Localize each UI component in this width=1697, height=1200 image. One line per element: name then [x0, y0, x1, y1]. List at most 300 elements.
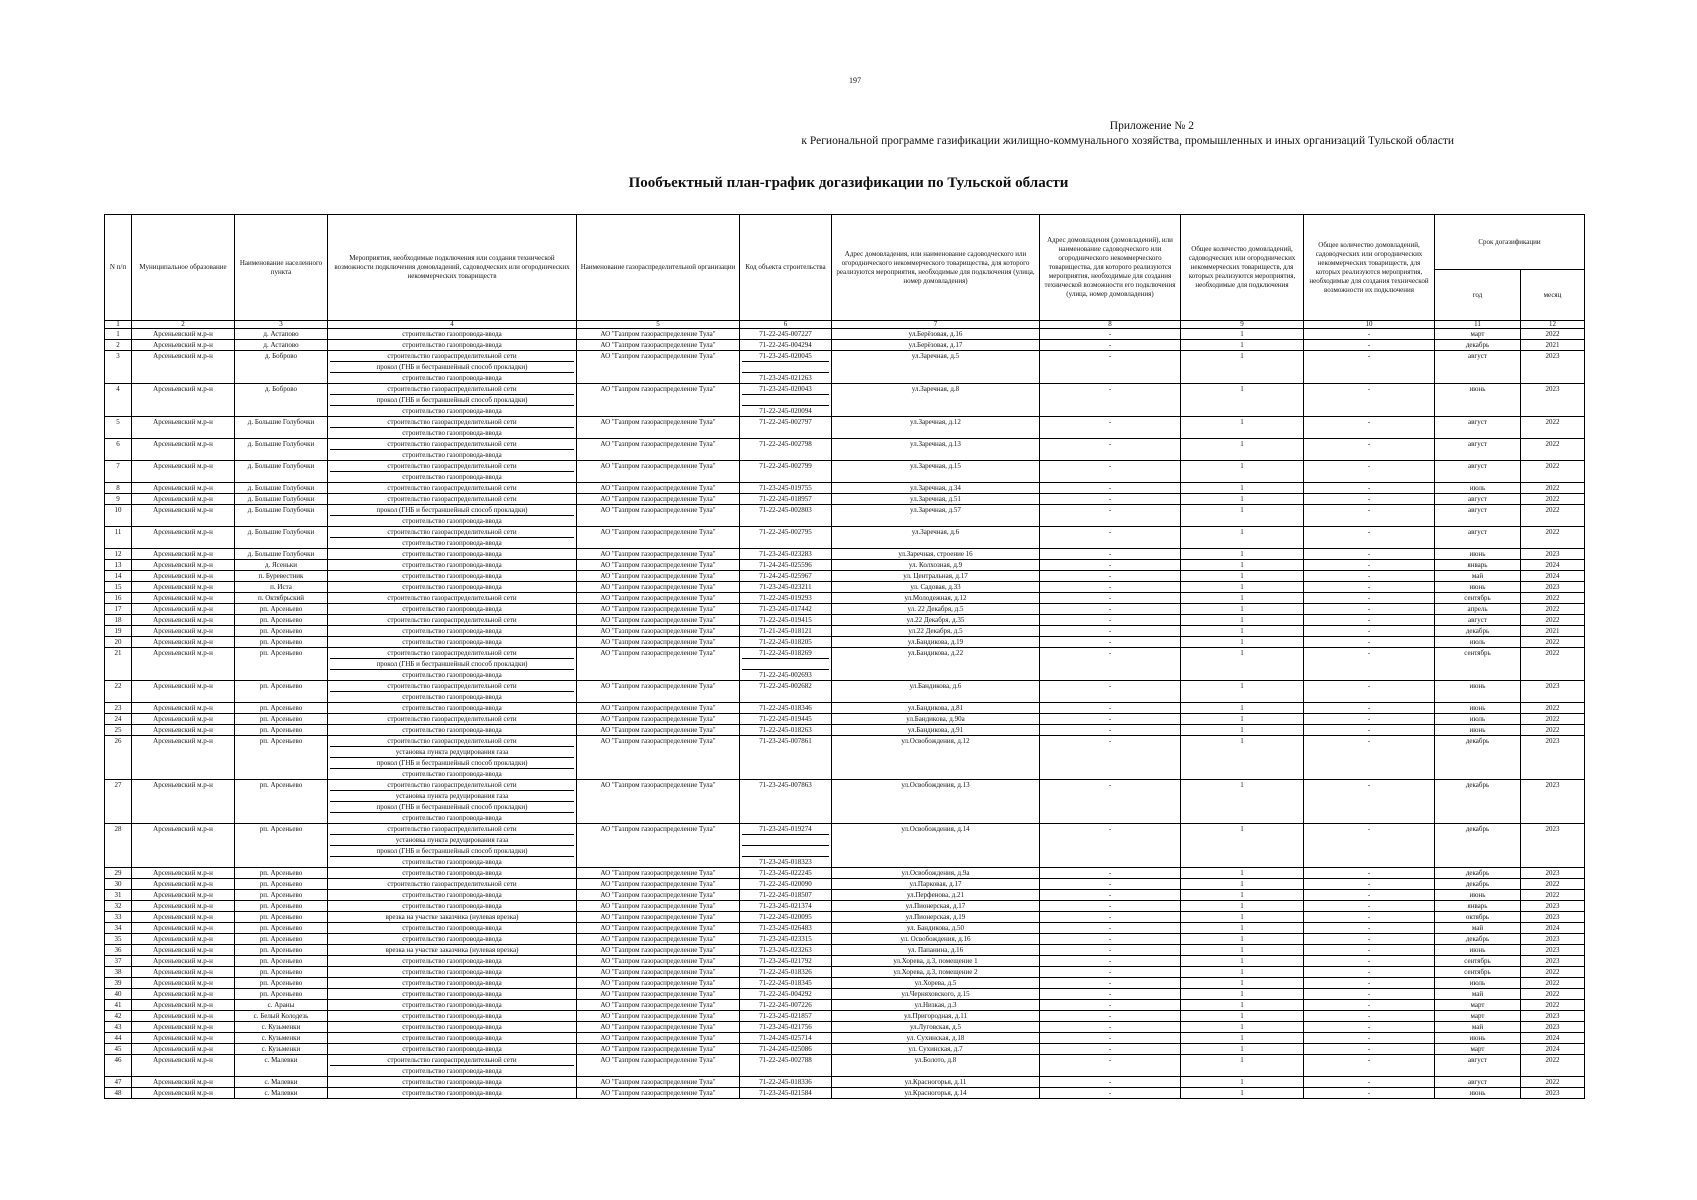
- table-row: [105, 703, 1585, 714]
- table-row: [105, 890, 1585, 901]
- row-measure-cell: [328, 571, 577, 582]
- row-year: 2023: [1521, 945, 1585, 956]
- row-address-capability: -: [1040, 582, 1181, 593]
- row-settlement: рп. Арсеньево: [235, 956, 328, 967]
- column-number: 5: [577, 321, 740, 329]
- row-year: 2022: [1521, 615, 1585, 626]
- row-object-code: 71-22-245-018205: [759, 638, 812, 646]
- row-count-connection: 1: [1181, 494, 1304, 505]
- row-measure-cell: [328, 582, 577, 593]
- appendix-note: [801, 119, 1454, 149]
- row-gas-org: АО "Газпром газораспределение Тула": [577, 1033, 740, 1044]
- row-count-capability: -: [1304, 626, 1435, 637]
- row-settlement: рп. Арсеньево: [235, 780, 328, 824]
- row-month: июнь: [1435, 384, 1521, 417]
- row-number: 6: [105, 439, 132, 461]
- row-count-capability: -: [1304, 505, 1435, 527]
- column-number: 7: [832, 321, 1040, 329]
- row-count-capability: -: [1304, 681, 1435, 703]
- row-municipality: Арсеньевский м.р-н: [132, 560, 235, 571]
- row-object-code: 71-23-245-021263: [742, 372, 829, 383]
- table-row: [105, 1000, 1585, 1011]
- row-municipality: Арсеньевский м.р-н: [132, 527, 235, 549]
- row-municipality: Арсеньевский м.р-н: [132, 725, 235, 736]
- row-count-connection: 1: [1181, 912, 1304, 923]
- row-measure-cell: [328, 626, 577, 637]
- row-count-connection: 1: [1181, 956, 1304, 967]
- row-count-connection: 1: [1181, 824, 1304, 868]
- row-month: август: [1435, 615, 1521, 626]
- row-address: ул.Заречная, д.6: [832, 527, 1040, 549]
- row-number: 21: [105, 648, 132, 681]
- row-gas-org: АО "Газпром газораспределение Тула": [577, 1011, 740, 1022]
- row-count-connection: 1: [1181, 571, 1304, 582]
- row-address-capability: -: [1040, 626, 1181, 637]
- row-object-code-cell: [740, 604, 832, 615]
- row-count-connection: 1: [1181, 1011, 1304, 1022]
- row-address: ул.Заречная, строение 16: [832, 549, 1040, 560]
- row-object-code-cell: [740, 1011, 832, 1022]
- row-measure-cell: [328, 956, 577, 967]
- row-municipality: Арсеньевский м.р-н: [132, 868, 235, 879]
- row-address-capability: -: [1040, 329, 1181, 340]
- row-measure-cell: [328, 1044, 577, 1055]
- row-year: 2023: [1521, 736, 1585, 780]
- row-address-capability: -: [1040, 934, 1181, 945]
- row-count-connection: 1: [1181, 1000, 1304, 1011]
- row-object-code: 71-22-245-002803: [759, 506, 812, 514]
- row-settlement: рп. Арсеньево: [235, 945, 328, 956]
- row-measure: строительство газопровода-ввода: [330, 405, 574, 416]
- row-object-code: 71-22-245-018326: [759, 968, 812, 976]
- row-settlement: д. Большие Голубочки: [235, 505, 328, 527]
- row-municipality: Арсеньевский м.р-н: [132, 967, 235, 978]
- row-count-capability: -: [1304, 879, 1435, 890]
- row-count-capability: -: [1304, 648, 1435, 681]
- row-address-capability: -: [1040, 571, 1181, 582]
- row-address: ул.Заречная, д.15: [832, 461, 1040, 483]
- row-count-capability: -: [1304, 615, 1435, 626]
- row-municipality: Арсеньевский м.р-н: [132, 1088, 235, 1099]
- row-month: июль: [1435, 483, 1521, 494]
- row-number: 45: [105, 1044, 132, 1055]
- row-address-capability: -: [1040, 1088, 1181, 1099]
- row-year: 2024: [1521, 571, 1585, 582]
- row-count-capability: -: [1304, 560, 1435, 571]
- table-row: [105, 549, 1585, 560]
- row-address-capability: -: [1040, 461, 1181, 483]
- row-measure: установка пункта редуцирования газа: [330, 790, 574, 801]
- row-measure: врезка на участке заказчика (нулевая врезка): [385, 913, 519, 921]
- row-address-capability: -: [1040, 417, 1181, 439]
- row-address-capability: -: [1040, 681, 1181, 703]
- row-gas-org: АО "Газпром газораспределение Тула": [577, 923, 740, 934]
- row-object-code-cell: [740, 549, 832, 560]
- row-year: 2023: [1521, 681, 1585, 703]
- row-number: 23: [105, 703, 132, 714]
- row-object-code-cell: [740, 483, 832, 494]
- header-deadline: Срок догазификации: [1435, 215, 1585, 270]
- row-measure: строительство газопровода-ввода: [330, 669, 574, 680]
- row-object-code-cell: [740, 978, 832, 989]
- row-municipality: Арсеньевский м.р-н: [132, 648, 235, 681]
- row-number: 18: [105, 615, 132, 626]
- row-month: декабрь: [1435, 934, 1521, 945]
- table-row: [105, 351, 1585, 384]
- row-municipality: Арсеньевский м.р-н: [132, 1055, 235, 1077]
- row-measure-cell: [328, 637, 577, 648]
- column-number: 4: [328, 321, 577, 329]
- row-municipality: Арсеньевский м.р-н: [132, 1033, 235, 1044]
- row-count-capability: -: [1304, 1044, 1435, 1055]
- row-measure-cell: [328, 780, 577, 824]
- row-object-code: 71-22-245-018957: [759, 495, 812, 503]
- row-address: ул.Пионерская, д.19: [832, 912, 1040, 923]
- header-month: месяц: [1521, 270, 1585, 321]
- row-address: ул.Бандикова, д.6: [832, 681, 1040, 703]
- row-address: ул. Колхозная, д.9: [832, 560, 1040, 571]
- row-address: ул. Сухинская, д.7: [832, 1044, 1040, 1055]
- row-gas-org: АО "Газпром газораспределение Тула": [577, 780, 740, 824]
- row-measure: строительство газопровода-ввода: [402, 1078, 502, 1086]
- row-month: июнь: [1435, 1088, 1521, 1099]
- row-object-code-cell: [740, 626, 832, 637]
- row-address: ул.Заречная, д.8: [832, 384, 1040, 417]
- row-measure-cell: [328, 868, 577, 879]
- row-municipality: Арсеньевский м.р-н: [132, 923, 235, 934]
- row-gas-org: АО "Газпром газораспределение Тула": [577, 703, 740, 714]
- row-object-code: 71-22-245-002693: [742, 669, 829, 680]
- row-gas-org: АО "Газпром газораспределение Тула": [577, 824, 740, 868]
- row-object-code: 71-23-245-021584: [759, 1089, 812, 1097]
- row-measure: строительство газопровода-ввода: [402, 990, 502, 998]
- column-number: 9: [1181, 321, 1304, 329]
- row-number: 28: [105, 824, 132, 868]
- row-count-capability: -: [1304, 527, 1435, 549]
- row-count-connection: 1: [1181, 615, 1304, 626]
- row-object-code-cell: [740, 956, 832, 967]
- row-gas-org: АО "Газпром газораспределение Тула": [577, 340, 740, 351]
- row-month: июнь: [1435, 725, 1521, 736]
- row-gas-org: АО "Газпром газораспределение Тула": [577, 549, 740, 560]
- column-numbers-row: [105, 321, 1585, 329]
- row-address-capability: -: [1040, 923, 1181, 934]
- row-object-code: 71-24-245-025714: [759, 1034, 812, 1042]
- row-municipality: Арсеньевский м.р-н: [132, 626, 235, 637]
- row-count-connection: 1: [1181, 780, 1304, 824]
- row-address: ул.Парковая, д.17: [832, 879, 1040, 890]
- row-settlement: рп. Арсеньево: [235, 637, 328, 648]
- row-object-code-cell: [740, 1000, 832, 1011]
- row-count-connection: 1: [1181, 1022, 1304, 1033]
- row-gas-org: АО "Газпром газораспределение Тула": [577, 461, 740, 483]
- row-count-capability: -: [1304, 1022, 1435, 1033]
- row-object-code-cell: [740, 868, 832, 879]
- row-month: август: [1435, 417, 1521, 439]
- row-municipality: Арсеньевский м.р-н: [132, 494, 235, 505]
- row-number: 24: [105, 714, 132, 725]
- row-count-connection: 1: [1181, 890, 1304, 901]
- table-row: [105, 901, 1585, 912]
- row-object-code: 71-22-245-019293: [759, 594, 812, 602]
- row-gas-org: АО "Газпром газораспределение Тула": [577, 736, 740, 780]
- row-measure: строительство газопровода-ввода: [330, 427, 574, 438]
- row-object-code-cell: [740, 351, 832, 384]
- row-measure: строительство газораспределительной сети: [387, 484, 517, 492]
- row-address-capability: -: [1040, 879, 1181, 890]
- row-object-code-cell: [740, 571, 832, 582]
- row-year: 2023: [1521, 780, 1585, 824]
- row-gas-org: АО "Газпром газораспределение Тула": [577, 615, 740, 626]
- row-municipality: Арсеньевский м.р-н: [132, 549, 235, 560]
- row-settlement: рп. Арсеньево: [235, 934, 328, 945]
- row-month: декабрь: [1435, 780, 1521, 824]
- row-address: ул.Заречная, д.57: [832, 505, 1040, 527]
- row-settlement: с. Кузьменки: [235, 1022, 328, 1033]
- row-measure: строительство газопровода-ввода: [402, 924, 502, 932]
- row-count-connection: 1: [1181, 340, 1304, 351]
- row-address: ул. 22 Декабря, д.5: [832, 604, 1040, 615]
- appendix-reference: к Региональной программе газификации жилищно-коммунального хозяйства, промышленных и иных организаций Тульской области: [801, 135, 1454, 147]
- row-measure: строительство газораспределительной сети: [387, 594, 517, 602]
- row-month: июнь: [1435, 681, 1521, 703]
- row-object-code: 71-23-245-021792: [759, 957, 812, 965]
- row-month: июнь: [1435, 945, 1521, 956]
- row-year: 2023: [1521, 868, 1585, 879]
- header-municipality: Муниципальное образование: [132, 215, 235, 321]
- row-object-code-cell: [740, 824, 832, 868]
- row-object-code: 71-22-245-018345: [759, 979, 812, 987]
- row-settlement: д. Большие Голубочки: [235, 494, 328, 505]
- row-measure: строительство газопровода-ввода: [330, 856, 574, 867]
- row-address: ул.Берёзовая, д.16: [832, 329, 1040, 340]
- row-measure: строительство газораспределительной сети: [387, 715, 517, 723]
- row-object-code-cell: [740, 527, 832, 549]
- row-object-code: 71-23-245-021756: [759, 1023, 812, 1031]
- row-municipality: Арсеньевский м.р-н: [132, 439, 235, 461]
- row-measure-cell: [328, 1033, 577, 1044]
- row-settlement: рп. Арсеньево: [235, 714, 328, 725]
- row-gas-org: АО "Газпром газораспределение Тула": [577, 1044, 740, 1055]
- row-settlement: д. Большие Голубочки: [235, 483, 328, 494]
- row-count-connection: 1: [1181, 967, 1304, 978]
- row-count-capability: -: [1304, 703, 1435, 714]
- row-measure: строительство газопровода-ввода: [402, 572, 502, 580]
- header-number: N п/п: [105, 215, 132, 321]
- row-address-capability: -: [1040, 527, 1181, 549]
- row-month: сентябрь: [1435, 593, 1521, 604]
- row-count-capability: -: [1304, 956, 1435, 967]
- row-settlement: рп. Арсеньево: [235, 923, 328, 934]
- row-measure-cell: [328, 681, 577, 703]
- row-measure: строительство газопровода-ввода: [330, 768, 574, 779]
- row-number: 20: [105, 637, 132, 648]
- row-object-code-cell: [740, 780, 832, 824]
- row-measure-cell: [328, 945, 577, 956]
- row-object-code: 71-23-245-023263: [759, 946, 812, 954]
- row-measure: строительство газопровода-ввода: [330, 471, 574, 482]
- header-address-connection: Адрес домовладения, или наименование садоводческого или огороднического некоммерческого товарищества, для которого реализуются мероприятия, необходимые для подключения (улица, номер домовладения): [832, 215, 1040, 321]
- header-measures: Мероприятия, необходимые подключения или создания технической возможности подключения домовладений, садоводческих или огороднических некоммерческих товариществ: [328, 215, 577, 321]
- header-gas-org: Наименование газораспределительной организации: [577, 215, 740, 321]
- row-count-connection: 1: [1181, 461, 1304, 483]
- row-measure-cell: [328, 989, 577, 1000]
- row-count-capability: -: [1304, 780, 1435, 824]
- table-row: [105, 780, 1585, 824]
- row-address-capability: -: [1040, 637, 1181, 648]
- table-row: [105, 824, 1585, 868]
- table-row: [105, 582, 1585, 593]
- row-month: июнь: [1435, 1033, 1521, 1044]
- row-gas-org: АО "Газпром газораспределение Тула": [577, 934, 740, 945]
- row-gas-org: АО "Газпром газораспределение Тула": [577, 648, 740, 681]
- row-count-connection: 1: [1181, 417, 1304, 439]
- row-measure-cell: [328, 417, 577, 439]
- column-number: 8: [1040, 321, 1181, 329]
- table-row: [105, 571, 1585, 582]
- row-number: 14: [105, 571, 132, 582]
- row-number: 47: [105, 1077, 132, 1088]
- row-month: апрель: [1435, 604, 1521, 615]
- row-municipality: Арсеньевский м.р-н: [132, 890, 235, 901]
- row-count-connection: 1: [1181, 527, 1304, 549]
- row-object-code-cell: [740, 703, 832, 714]
- row-municipality: Арсеньевский м.р-н: [132, 978, 235, 989]
- row-count-capability: -: [1304, 571, 1435, 582]
- row-measure: строительство газораспределительной сети: [387, 352, 517, 360]
- row-measure-cell: [328, 527, 577, 549]
- table-row: [105, 637, 1585, 648]
- row-measure: строительство газораспределительной сети: [387, 495, 517, 503]
- row-count-capability: -: [1304, 1033, 1435, 1044]
- row-gas-org: АО "Газпром газораспределение Тула": [577, 967, 740, 978]
- row-measure: строительство газопровода-ввода: [330, 812, 574, 823]
- row-settlement: с. Малевки: [235, 1088, 328, 1099]
- row-measure-cell: [328, 1077, 577, 1088]
- row-count-connection: 1: [1181, 582, 1304, 593]
- row-settlement: с. Белый Колодезь: [235, 1011, 328, 1022]
- table-row: [105, 439, 1585, 461]
- row-gas-org: АО "Газпром газораспределение Тула": [577, 494, 740, 505]
- row-measure: строительство газопровода-ввода: [402, 330, 502, 338]
- row-address: ул.Заречная, д.12: [832, 417, 1040, 439]
- row-gas-org: АО "Газпром газораспределение Тула": [577, 901, 740, 912]
- row-number: 25: [105, 725, 132, 736]
- row-address: ул.Заречная, д.13: [832, 439, 1040, 461]
- row-address-capability: -: [1040, 956, 1181, 967]
- row-object-code-cell: [740, 615, 832, 626]
- row-object-code-cell: [740, 912, 832, 923]
- row-municipality: Арсеньевский м.р-н: [132, 593, 235, 604]
- row-number: 29: [105, 868, 132, 879]
- row-measure: прокол (ГНБ и бестраншейный способ прокладки): [330, 845, 574, 856]
- row-number: 12: [105, 549, 132, 560]
- row-municipality: Арсеньевский м.р-н: [132, 351, 235, 384]
- row-measure: строительство газопровода-ввода: [330, 515, 574, 526]
- row-municipality: Арсеньевский м.р-н: [132, 461, 235, 483]
- row-measure-cell: [328, 593, 577, 604]
- row-settlement: д. Ясеньки: [235, 560, 328, 571]
- row-year: 2021: [1521, 340, 1585, 351]
- table-row: [105, 945, 1585, 956]
- row-object-code-cell: [740, 725, 832, 736]
- row-settlement: рп. Арсеньево: [235, 901, 328, 912]
- row-address: ул.Хорева, д.5: [832, 978, 1040, 989]
- row-municipality: Арсеньевский м.р-н: [132, 340, 235, 351]
- column-number: 12: [1521, 321, 1585, 329]
- row-year: 2022: [1521, 461, 1585, 483]
- row-count-capability: -: [1304, 714, 1435, 725]
- row-count-connection: 1: [1181, 329, 1304, 340]
- header-count-capability: Общее количество домовладений, садоводческих или огороднических некоммерческих товариществ, для которых реализуются мероприятия, необходимые для создания технической возможности их подключения: [1304, 215, 1435, 321]
- row-count-capability: -: [1304, 901, 1435, 912]
- row-object-code: 71-24-245-025086: [759, 1045, 812, 1053]
- row-settlement: д. Боброво: [235, 384, 328, 417]
- row-address: ул.Освобождения, д.13: [832, 780, 1040, 824]
- row-settlement: рп. Арсеньево: [235, 967, 328, 978]
- row-address: ул.Болото, д.8: [832, 1055, 1040, 1077]
- row-address-capability: -: [1040, 912, 1181, 923]
- row-measure-cell: [328, 1022, 577, 1033]
- row-year: 2022: [1521, 714, 1585, 725]
- row-count-connection: 1: [1181, 593, 1304, 604]
- row-measure-cell: [328, 384, 577, 417]
- row-measure-cell: [328, 967, 577, 978]
- row-settlement: рп. Арсеньево: [235, 868, 328, 879]
- row-address-capability: -: [1040, 384, 1181, 417]
- row-measure: строительство газораспределительной сети: [387, 737, 517, 745]
- row-object-code: 71-22-245-002799: [759, 462, 812, 470]
- row-year: 2024: [1521, 1044, 1585, 1055]
- row-municipality: Арсеньевский м.р-н: [132, 681, 235, 703]
- row-object-code: 71-22-245-007227: [759, 330, 812, 338]
- row-address-capability: -: [1040, 780, 1181, 824]
- row-count-capability: -: [1304, 329, 1435, 340]
- row-address: ул.Берёзовая, д.17: [832, 340, 1040, 351]
- table-row: [105, 329, 1585, 340]
- row-object-code-cell: [740, 879, 832, 890]
- row-object-code-cell: [740, 384, 832, 417]
- row-object-code: 71-23-245-021857: [759, 1012, 812, 1020]
- row-count-connection: 1: [1181, 945, 1304, 956]
- row-address-capability: -: [1040, 505, 1181, 527]
- row-municipality: Арсеньевский м.р-н: [132, 1044, 235, 1055]
- row-number: 37: [105, 956, 132, 967]
- row-object-code-cell: [740, 329, 832, 340]
- row-number: 22: [105, 681, 132, 703]
- row-month: январь: [1435, 901, 1521, 912]
- row-count-capability: -: [1304, 978, 1435, 989]
- row-object-code-cell: [740, 593, 832, 604]
- row-month: январь: [1435, 560, 1521, 571]
- row-measure: строительство газопровода-ввода: [402, 1012, 502, 1020]
- row-settlement: с. Араны: [235, 1000, 328, 1011]
- row-year: 2022: [1521, 439, 1585, 461]
- row-number: 4: [105, 384, 132, 417]
- row-measure: строительство газопровода-ввода: [330, 691, 574, 702]
- row-gas-org: АО "Газпром газораспределение Тула": [577, 593, 740, 604]
- row-count-connection: 1: [1181, 1055, 1304, 1077]
- row-object-code-cell: [740, 648, 832, 681]
- row-gas-org: АО "Газпром газораспределение Тула": [577, 417, 740, 439]
- row-number: 1: [105, 329, 132, 340]
- table-row: [105, 1022, 1585, 1033]
- row-address: ул. Сухинская, д.18: [832, 1033, 1040, 1044]
- row-settlement: рп. Арсеньево: [235, 824, 328, 868]
- row-year: 2022: [1521, 725, 1585, 736]
- row-settlement: с. Малевки: [235, 1055, 328, 1077]
- row-address-capability: -: [1040, 615, 1181, 626]
